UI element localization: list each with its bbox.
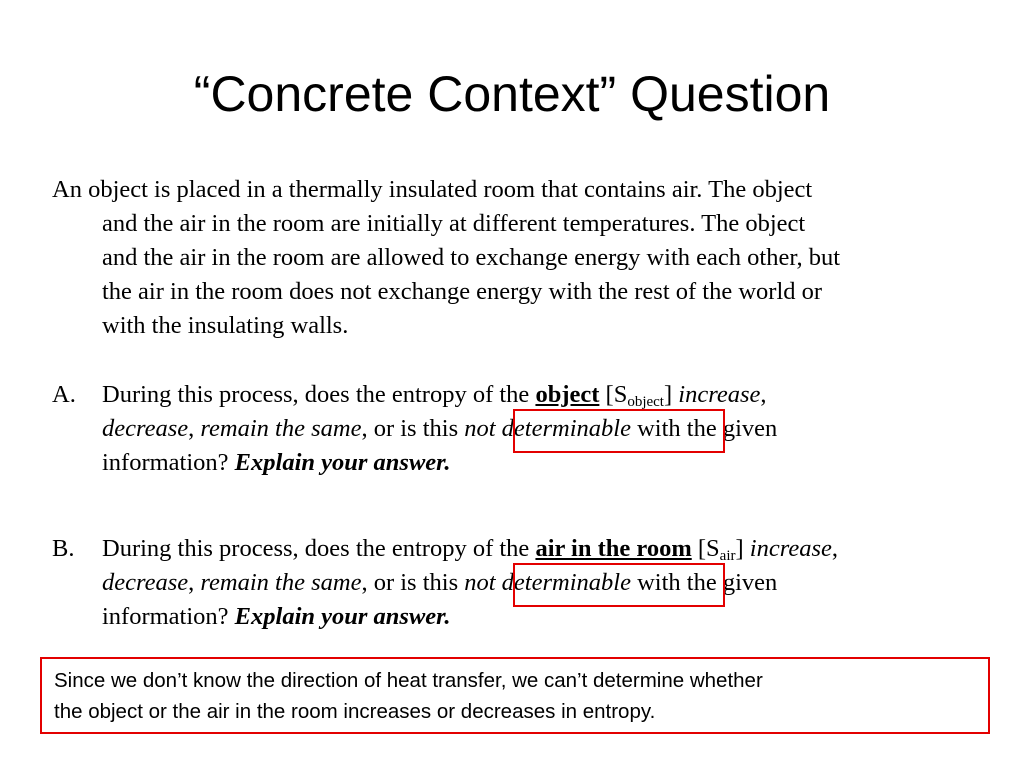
intro-line: and the air in the room are initially at different temperatures. The object <box>102 210 806 237</box>
intro-line: with the insulating walls. <box>102 312 349 339</box>
answer-box <box>40 657 990 734</box>
answer-line: the object or the air in the room increases or decreases in entropy. <box>54 700 656 723</box>
question-a: A. During this process, does the entropy of the object $[S_{object}]$ increase, decrease, remain the same, or is this not determinable with the given information? Explain your answer. <box>52 378 982 480</box>
slide-title: “Concrete Context” Question <box>193 66 831 122</box>
question-marker: B. <box>52 535 75 562</box>
intro-line: An object is placed in a thermally insulated room that contains air. The object <box>52 176 813 203</box>
answer-line: Since we don’t know the direction of heat transfer, we can’t determine whether <box>54 669 763 692</box>
question-subject: object <box>535 381 600 408</box>
explain-prompt: Explain your answer. <box>234 449 451 476</box>
highlighted-option: not determinable <box>464 569 631 596</box>
highlighted-option: not determinable <box>464 415 631 442</box>
highlight-box-b <box>513 563 725 607</box>
intro-line: and the air in the room are allowed to exchange energy with each other, but <box>102 244 841 271</box>
question-subject: air in the room <box>535 535 692 562</box>
question-b: B. During this process, does the entropy of the air in the room $[S_{air}]$ increase, decrease, remain the same, or is this not determinable with the given information? Explain your answer. <box>52 532 982 634</box>
intro-line: the air in the room does not exchange energy with the rest of the world or <box>102 278 823 305</box>
question-marker: A. <box>52 381 76 408</box>
problem-statement <box>52 173 982 343</box>
explain-prompt: Explain your answer. <box>234 603 451 630</box>
highlight-box-a <box>513 409 725 453</box>
